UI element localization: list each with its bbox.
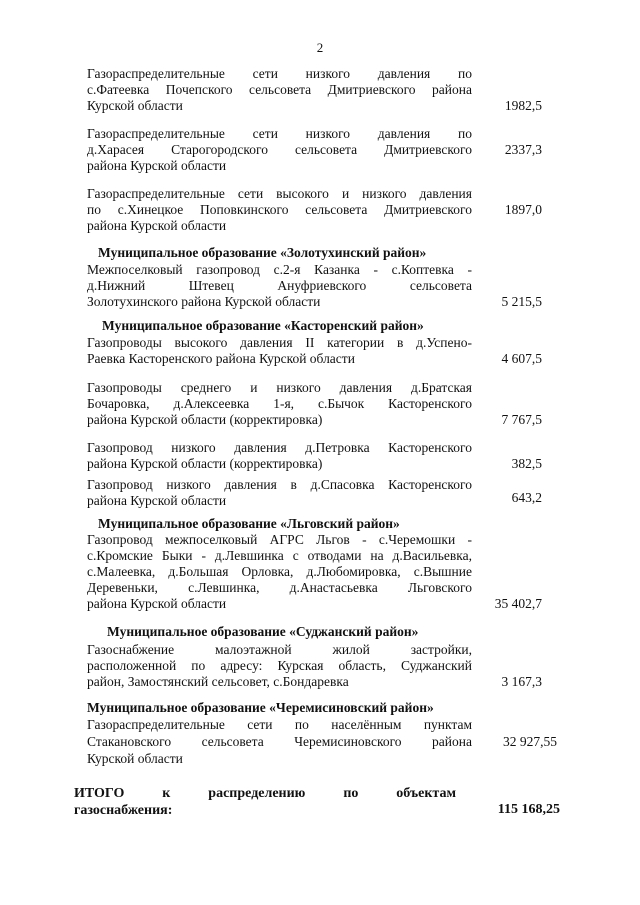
entry-0-line-1: с.Фатеевка Почепского сельсовета Дмитриевского района bbox=[87, 82, 472, 97]
entry-5-amount: 7 767,5 bbox=[501, 412, 542, 427]
entry-9-amount: 3 167,3 bbox=[501, 674, 542, 689]
entry-4-line-0: Газопроводы высокого давления II категории в д.Успено- bbox=[87, 335, 472, 350]
entry-7-amount: 643,2 bbox=[511, 490, 542, 505]
entry-0-line-0: Газораспределительные сети низкого давления по bbox=[87, 66, 472, 81]
entry-4-line-1: Раевка Касторенского района Курской области bbox=[87, 351, 355, 366]
entry-8-amount: 35 402,7 bbox=[494, 596, 542, 611]
entry-7-line-0: Газопровод низкого давления в д.Спасовка Касторенского bbox=[87, 477, 472, 492]
entry-5-line-2: района Курской области (корректировка) bbox=[87, 412, 323, 427]
total-amount: 115 168,25 bbox=[497, 802, 560, 817]
entry-10-heading: Муниципальное образование «Черемисиновский район» bbox=[87, 700, 434, 715]
entry-4-amount: 4 607,5 bbox=[501, 351, 542, 366]
entry-9-heading: Муниципальное образование «Суджанский район» bbox=[107, 624, 419, 639]
entry-8-line-2: с.Малеевка, д.Большая Орловка, д.Любомировка, с.Вышние bbox=[87, 564, 472, 579]
entry-3-line-1: д.Нижний Штевец Ануфриевского сельсовета bbox=[87, 278, 472, 293]
entry-2-line-2: района Курской области bbox=[87, 218, 227, 233]
entry-5-line-0: Газопроводы среднего и низкого давления д.Братская bbox=[87, 380, 472, 395]
page-number: 2 bbox=[316, 40, 324, 55]
entry-10-line-0: Газораспределительные сети по населённым пунктам bbox=[87, 717, 472, 732]
entry-8-line-3: Деревеньки, с.Левшинка, д.Анастасьевка Льговского bbox=[87, 580, 472, 595]
entry-1-amount: 2337,3 bbox=[504, 142, 542, 157]
entry-8-heading: Муниципальное образование «Льговский район» bbox=[98, 516, 400, 531]
entry-9-line-1: расположенной по адресу: Курская область, Суджанский bbox=[87, 658, 472, 673]
entry-4-heading: Муниципальное образование «Касторенский район» bbox=[102, 318, 424, 333]
entry-9-line-0: Газоснабжение малоэтажной жилой застройки, bbox=[87, 642, 472, 657]
entry-1-line-2: района Курской области bbox=[87, 158, 227, 173]
entry-2-line-1: по с.Хинецкое Поповкинского сельсовета Дмитриевского bbox=[87, 202, 472, 217]
entry-2-line-0: Газораспределительные сети высокого и низкого давления bbox=[87, 186, 472, 201]
entry-2-amount: 1897,0 bbox=[504, 202, 542, 217]
entry-6-amount: 382,5 bbox=[511, 456, 542, 471]
entry-10-line-2: Курской области bbox=[87, 751, 183, 766]
entry-6-line-1: района Курской области (корректировка) bbox=[87, 456, 323, 471]
entry-3-amount: 5 215,5 bbox=[501, 294, 542, 309]
entry-8-line-4: района Курской области bbox=[87, 596, 227, 611]
entry-3-line-2: Золотухинского района Курской области bbox=[87, 294, 321, 309]
entry-3-line-0: Межпоселковый газопровод с.2-я Казанка - с.Коптевка - bbox=[87, 262, 472, 277]
entry-8-line-1: с.Кромские Быки - д.Левшинка с отводами на д.Васильевка, bbox=[87, 548, 472, 563]
entry-10-line-1: Стакановского сельсовета Черемисиновского района bbox=[87, 734, 472, 749]
total-label-line-2: газоснабжения: bbox=[74, 803, 173, 818]
entry-9-line-2: район, Замостянский сельсовет, с.Бондаревка bbox=[87, 674, 349, 689]
entry-10-amount: 32 927,55 bbox=[503, 734, 557, 749]
entry-3-heading: Муниципальное образование «Золотухинский район» bbox=[98, 245, 427, 260]
entry-6-line-0: Газопровод низкого давления д.Петровка Касторенского bbox=[87, 440, 472, 455]
total-label-line-1: ИТОГО к распределению по объектам bbox=[74, 786, 456, 801]
entry-1-line-1: д.Харасея Старогородского сельсовета Дмитриевского bbox=[87, 142, 472, 157]
entry-0-line-2: Курской области bbox=[87, 98, 183, 113]
entry-7-line-1: района Курской области bbox=[87, 493, 227, 508]
entry-5-line-1: Бочаровка, д.Алексеевка 1-я, с.Бычок Касторенского bbox=[87, 396, 472, 411]
entry-1-line-0: Газораспределительные сети низкого давления по bbox=[87, 126, 472, 141]
entry-0-amount: 1982,5 bbox=[504, 98, 542, 113]
entry-8-line-0: Газопровод межпоселковый АГРС Льгов - с.Черемошки - bbox=[87, 532, 472, 547]
